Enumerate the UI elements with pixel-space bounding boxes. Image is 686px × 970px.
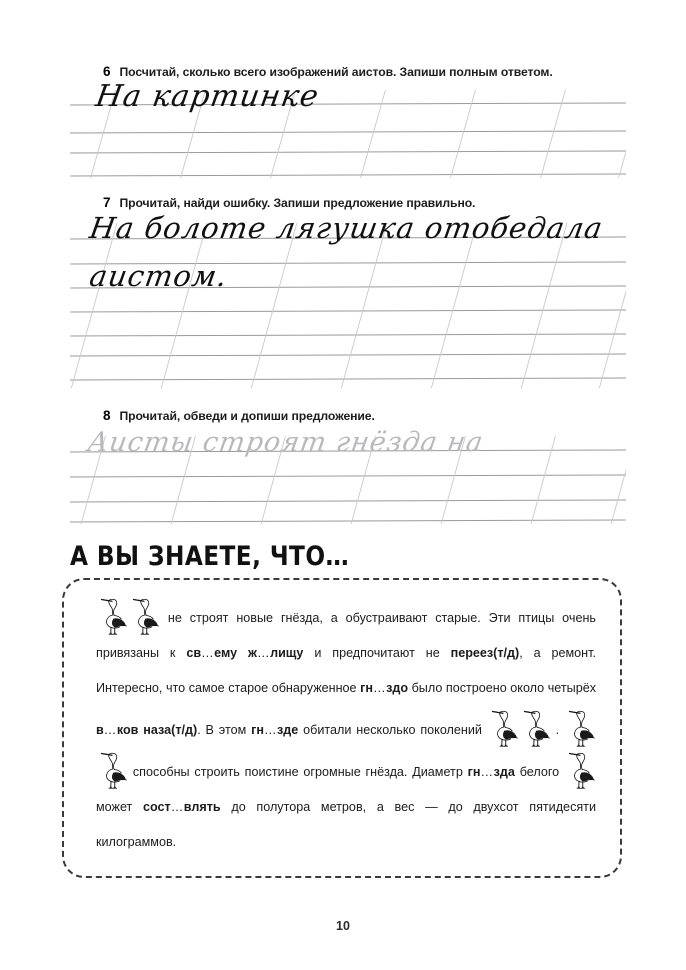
exercise-6-heading — [0, 64, 686, 80]
fill-in-blank-word: гн — [467, 765, 481, 779]
fill-in-blank-word: переез(т/д) — [450, 646, 520, 660]
blank-ellipsis: … — [372, 681, 387, 695]
fill-in-blank-word: сост — [143, 800, 171, 814]
exercise-7-ruled-lines — [70, 223, 626, 388]
exercise-6-instruction: Посчитай, сколько всего изображений аистов. Запиши полным ответом. — [119, 65, 553, 79]
exercise-8 — [0, 408, 686, 524]
stork-icon — [129, 594, 159, 636]
blank-ellipsis: … — [480, 765, 494, 779]
exercise-7-writing-area[interactable] — [70, 210, 626, 388]
exercise-8-ruled-lines — [70, 436, 626, 524]
fill-in-blank-word: св — [186, 646, 202, 660]
stork-icon — [565, 748, 595, 790]
exercise-8-trace-text: Аисты строят гнёзда на — [85, 426, 486, 458]
exercise-6-ruled-lines — [70, 90, 626, 178]
stork-icon — [565, 706, 595, 748]
exercise-7 — [0, 195, 686, 388]
blank-ellipsis: … — [103, 723, 117, 737]
exercise-6 — [0, 64, 686, 178]
stork-icon — [97, 594, 127, 636]
exercise-8-writing-area[interactable] — [70, 426, 626, 524]
exercise-6-handwriting: На картинке — [93, 78, 322, 114]
fill-in-blank-word: влять — [183, 800, 221, 814]
exercise-8-instruction: Прочитай, обведи и допиши предложение. — [119, 409, 375, 423]
blank-ellipsis: … — [263, 723, 278, 737]
fill-in-blank-word: здо — [386, 681, 409, 695]
blank-ellipsis: … — [201, 646, 215, 660]
blank-ellipsis: … — [170, 800, 184, 814]
fact-box-text: не строят новые гнёзда, а обустраивают старые. Эти птицы очень привязаны к св…ему ж…лищу и предпочитают не переез(т/д), а ремонт. Интересно, что самое старое обнаруженное гн…здо было построено около четырёх в…ков наза(т/д). В этом гн…зде обитали несколько поколений . способны строить поистине огромные гнёзда. Диаметр гн…зда белого может сост…влять до полутора метров, а вес — до двухсот пятидесяти килограммов. — [96, 594, 596, 860]
fill-in-blank-word: ему ж — [214, 646, 257, 660]
blank-ellipsis: … — [256, 646, 271, 660]
fill-in-blank-word: гн — [360, 681, 373, 695]
fill-in-blank-word: лищу — [270, 646, 304, 660]
fill-in-blank-word: зде — [277, 723, 299, 737]
page-number: 10 — [336, 919, 350, 933]
exercise-6-writing-area[interactable] — [70, 78, 626, 178]
stork-icon — [97, 748, 127, 790]
did-you-know-box — [62, 578, 622, 878]
exercise-7-number: 7 — [103, 195, 111, 210]
stork-icon — [488, 706, 518, 748]
exercise-8-heading — [0, 408, 686, 424]
exercise-7-handwriting-line-1: На болоте лягушка отобедала — [87, 210, 606, 245]
fill-in-blank-word: гн — [251, 723, 264, 737]
exercise-6-number: 6 — [103, 64, 111, 79]
exercise-8-number: 8 — [103, 408, 111, 423]
section-heading: А ВЫ ЗНАЕТЕ, ЧТО… — [70, 541, 350, 572]
fill-in-blank-word: ков наза(т/д) — [116, 723, 198, 737]
fill-in-blank-word: зда — [493, 765, 515, 779]
fill-in-blank-word: в — [96, 723, 104, 737]
stork-icon — [520, 706, 550, 748]
exercise-7-handwriting-line-2: аистом. — [87, 258, 231, 293]
exercise-7-instruction: Прочитай, найди ошибку. Запиши предложение правильно. — [119, 196, 476, 210]
exercise-7-heading — [0, 195, 686, 211]
